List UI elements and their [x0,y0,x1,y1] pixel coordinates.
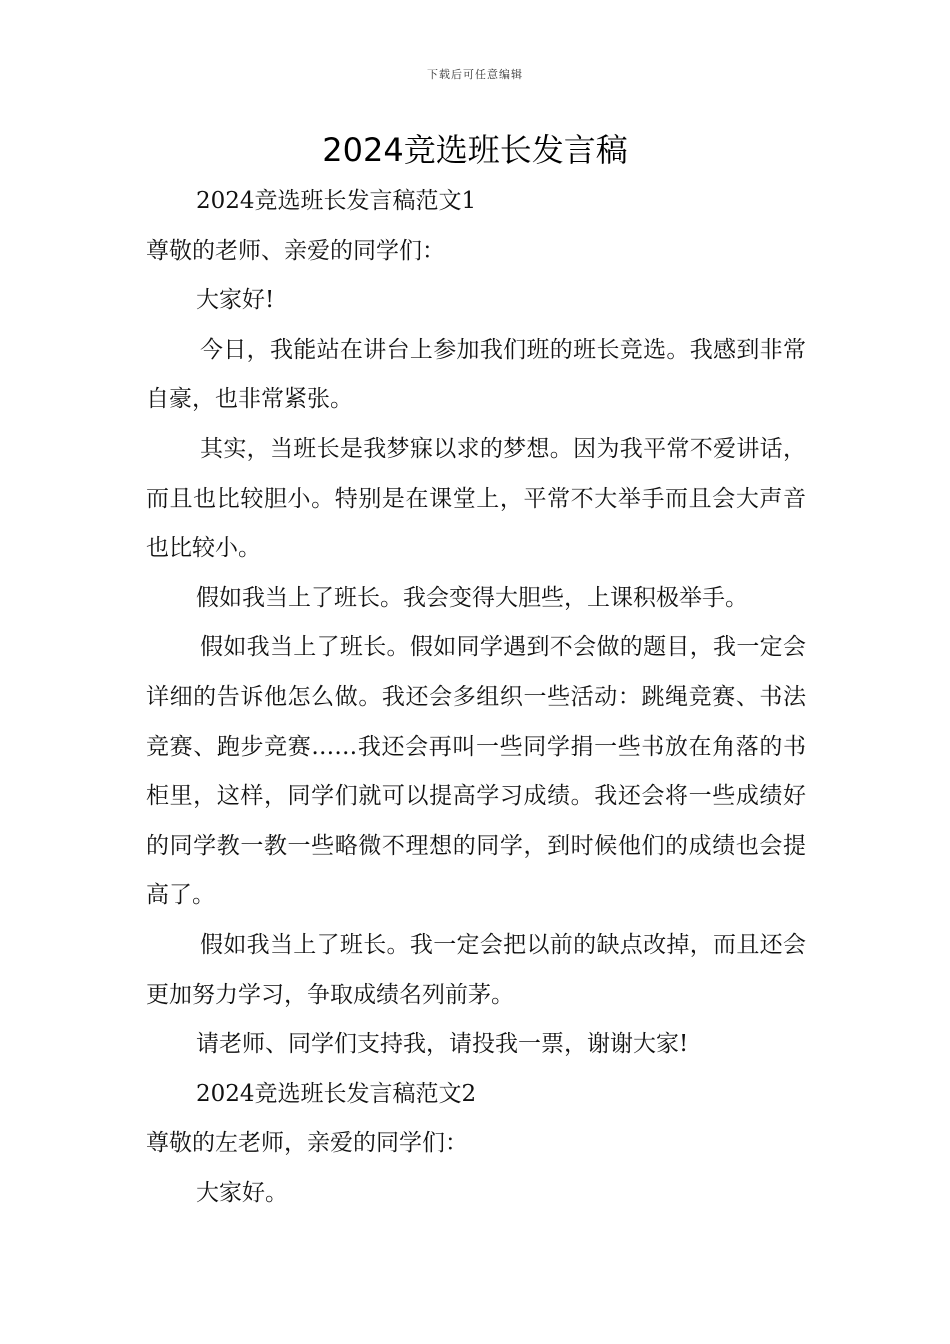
header-note: 下载后可任意编辑 [427,68,523,81]
section-heading-1: 2024竞选班长发言稿范文1 [196,188,477,214]
paragraph-brave: 假如我当上了班长。我会变得大胆些，上课积极举手。 [196,584,748,611]
document-body [146,177,806,1218]
section-heading-2: 2024竞选班长发言稿范文2 [196,1080,477,1107]
document-title: 2024竞选班长发言稿 [322,131,628,169]
paragraph-improve: 假如我当上了班长。我一定会把以前的缺点改掉，而且还会更加努力学习，争取成绩名列前茅。 [146,931,806,1008]
paragraph-help: 假如我当上了班长。假如同学遇到不会做的题目，我一定会详细的告诉他怎么做。我还会多组织一些活动：跳绳竞赛、书法竞赛、跑步竞赛……我还会再叫一些同学捐一些书放在角落的书柜里，这样，同学们就可以提高学习成绩。我还会将一些成绩好的同学教一教一些略微不理想的同学，到时候他们的成绩也会提高了。 [146,634,806,909]
salutation-2: 尊敬的左老师，亲爱的同学们： [146,1130,468,1157]
paragraph-dream: 其实，当班长是我梦寐以求的梦想。因为我平常不爱讲话，而且也比较胆小。特别是在课堂上，平常不大举手而且会大声音也比较小。 [146,435,806,562]
paragraph-intro: 今日，我能站在讲台上参加我们班的班长竞选。我感到非常自豪，也非常紧张。 [146,336,806,413]
paragraph-vote: 请老师、同学们支持我，请投我一票，谢谢大家! [196,1031,689,1058]
salutation-1: 尊敬的老师、亲爱的同学们： [146,237,445,264]
greeting-1: 大家好! [196,287,275,314]
greeting-2: 大家好。 [196,1179,288,1206]
